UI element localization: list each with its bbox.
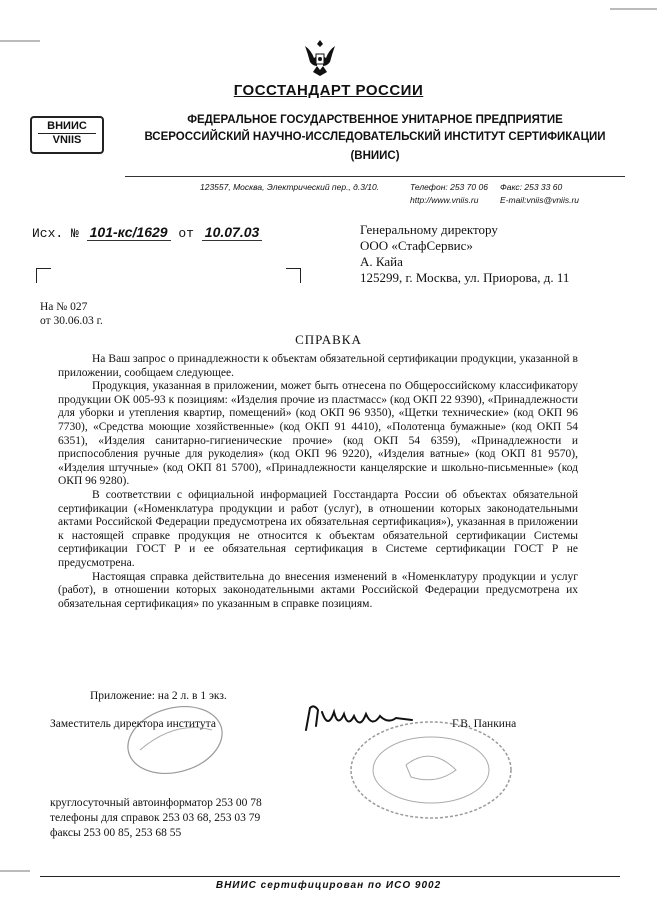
iso-certification-note: ВНИИС сертифицирован по ИСО 9002 — [215, 880, 442, 891]
header-rule — [125, 176, 625, 177]
recipient-line-3: А. Кайа — [360, 254, 403, 269]
reply-reference — [40, 300, 103, 328]
footer-rule — [40, 876, 620, 877]
address-corner-mark — [36, 268, 51, 283]
recipient-line-2: ООО «СтафСервис» — [360, 238, 473, 253]
vniis-logo — [30, 116, 104, 154]
institute-email: E-mail:vniis@vniis.ru — [500, 195, 580, 205]
scan-mark — [0, 40, 40, 42]
attachment-note: Приложение: на 2 л. в 1 экз. — [90, 690, 227, 702]
coat-of-arms-emblem — [299, 36, 341, 80]
small-stamp-mark — [120, 700, 230, 780]
heading-line-3: (ВНИИС) — [350, 150, 400, 162]
signer-position: Заместитель директора института — [50, 718, 216, 730]
body-paragraph: Продукция, указанная в приложении, может быть отнесена по Общероссийскому классификатору продукции ОК 005-93 к позициям: «Изделия прочие из пластмасс» (код ОКП 22 9390), «Принадлежности для уборки и утепления квартир, помещений» (код ОКП 96 9350), «Щетки технические» (код ОКП 96 7730), «Средства моющие хозяйственные» (код ОКП 91 4410), «Полотенца бумажные» (код ОКП 54 6351), «Изделия санитарно-гигиенические прочие» (код ОКП 54 6359), «Принадлежности и приспособления ручные для рукоделия» (код ОКП 96 9220), «Изделия ватные» (код ОКП 81 9570), «Изделия штучные» (код ОКП 81 5700), «Принадлежности канцелярские и школьно-письменные» (код ОКП 96 9280). — [58, 380, 578, 488]
info-line-faxes: факсы 253 00 85, 253 68 55 — [50, 827, 182, 839]
recipient-block — [360, 222, 569, 286]
address-corner-mark — [286, 268, 301, 283]
institute-address: 123557, Москва, Электрический пер., д.3/10. — [200, 182, 380, 192]
body-paragraph: Настоящая справка действительна до внесения изменений в «Номенклатуру продукции и услуг (работ), в отношении которых законодательными актами Российской Федерации предусмотрена их обязательная сертификация» по указанным в справке позициям. — [58, 570, 578, 610]
info-line-autoinformer: круглосуточный автоинформатор 253 00 78 — [50, 797, 262, 809]
ref-number: 101-кс/1629 — [87, 224, 171, 241]
body-paragraph: На Ваш запрос о принадлежности к объектам обязательной сертификации продукции, указанной в приложении, сообщаем следующее. — [58, 353, 578, 379]
info-line-phones: телефоны для справок 253 03 68, 253 03 79 — [50, 812, 261, 824]
letter-body — [58, 353, 578, 611]
heading-line-1: ФЕДЕРАЛЬНОЕ ГОСУДАРСТВЕННОЕ УНИТАРНОЕ ПРЕДПРИЯТИЕ — [187, 114, 563, 126]
heading-line-2: ВСЕРОССИЙСКИЙ НАУЧНО-ИССЛЕДОВАТЕЛЬСКИЙ ИНСТИТУТ СЕРТИФИКАЦИИ — [144, 131, 606, 143]
info-lines — [50, 796, 262, 841]
ref-from: от — [178, 226, 194, 241]
institute-phone: Телефон: 253 70 06 — [410, 182, 488, 192]
document-title: СПРАВКА — [295, 332, 362, 347]
reply-date: от 30.06.03 г. — [40, 315, 103, 327]
signer-name: Г.В. Панкина — [452, 718, 517, 730]
logo-top-text: ВНИИС — [47, 120, 87, 132]
outgoing-reference — [32, 224, 262, 241]
handwritten-signature — [300, 700, 420, 740]
ref-date: 10.07.03 — [202, 224, 263, 241]
body-paragraph: В соответствии с официальной информацией Госстандарта России об объектах обязательной сертификации («Номенклатура продукции и работ (услуг), в отношении которых законодательными актами Российской Федерации предусмотрена их обязательная сертификация»), указанная в приложении к настоящей справке продукция не относится к объектам обязательной сертификации Системы сертификации ГОСТ Р и ее обязательная сертификация в Системе сертификации ГОСТ Р не предусмотрена. — [58, 488, 578, 569]
recipient-line-4: 125299, г. Москва, ул. Приорова, д. 11 — [360, 270, 570, 285]
institute-website: http://www.vniis.ru — [410, 195, 479, 205]
institute-fax: Факс: 253 33 60 — [500, 182, 563, 192]
logo-bottom-text: VNIIS — [38, 133, 96, 146]
recipient-line-1: Генеральному директору — [360, 222, 498, 237]
scan-mark — [0, 870, 30, 872]
reply-number: На № 027 — [40, 301, 88, 313]
scan-mark — [610, 8, 657, 10]
org-title: ГОССТАНДАРТ РОССИИ — [233, 82, 424, 99]
ref-prefix: Исх. № — [32, 226, 79, 241]
